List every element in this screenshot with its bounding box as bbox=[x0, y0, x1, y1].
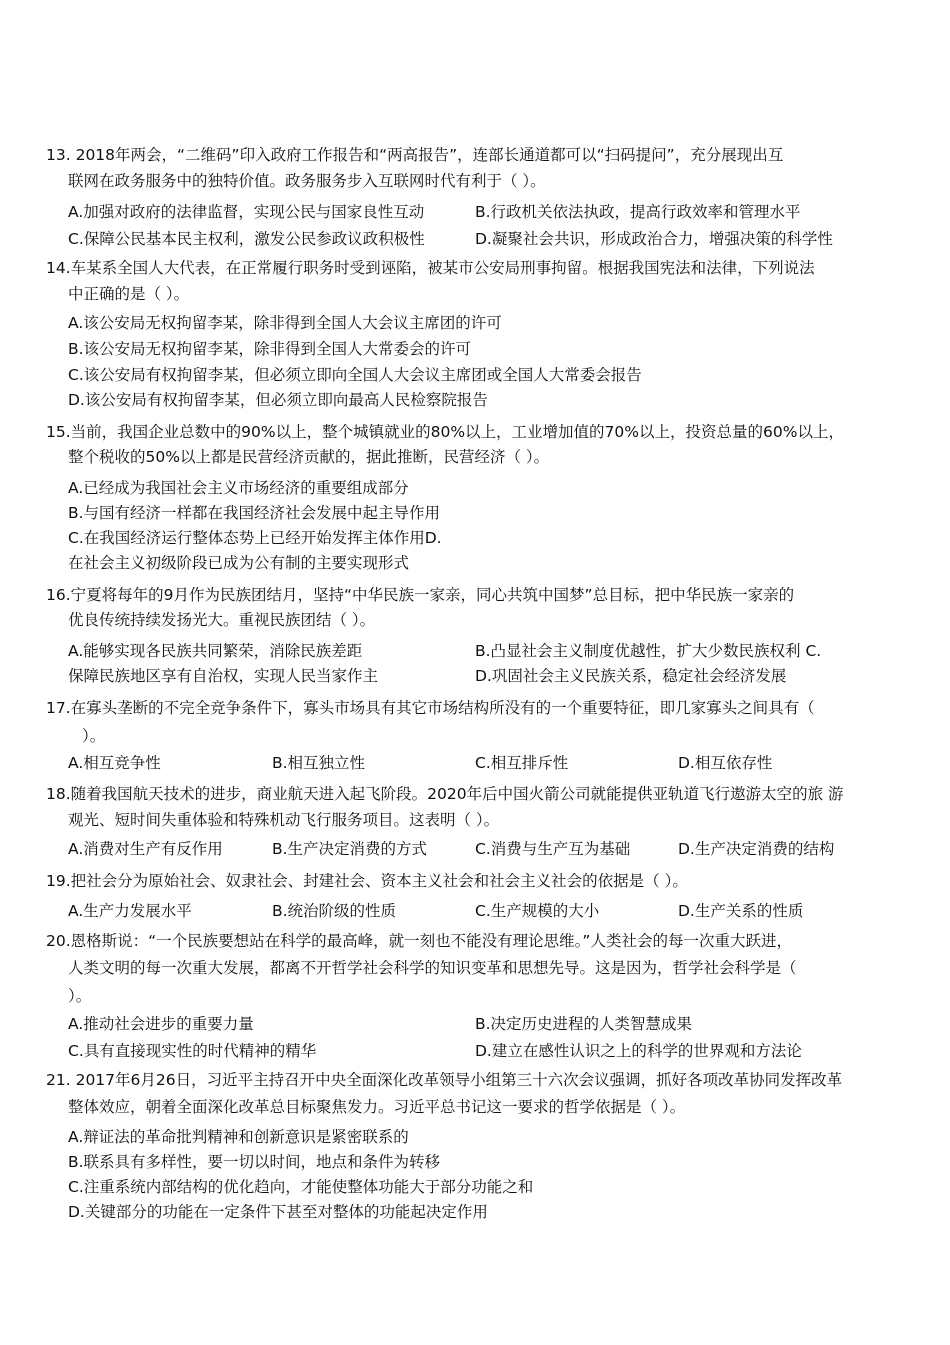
question-stem: 17.在寡头垄断的不完全竞争条件下，寡头市场具有其它市场结构所没有的一个重要特征，即几家寡头之间具有（ bbox=[46, 699, 815, 717]
option-c: C.消费与生产互为基础 bbox=[475, 840, 631, 858]
option-c: C.注重系统内部结构的优化趋向，才能使整体功能大于部分功能之和 bbox=[68, 1178, 534, 1196]
question-stem: 整个税收的50%以上都是民营经济贡献的，据此推断，民营经济（ ）。 bbox=[68, 448, 550, 466]
question-stem: 优良传统持续发扬光大。重视民族团结（ ）。 bbox=[68, 611, 376, 629]
question-stem: ）。 bbox=[68, 987, 92, 1005]
option-a: A.该公安局无权拘留李某，除非得到全国人大会议主席团的许可 bbox=[68, 314, 502, 332]
option-c: C.保障公民基本民主权利，激发公民参政议政积极性 bbox=[68, 230, 425, 248]
question-stem: 13. 2018年两会，“二维码”印入政府工作报告和“两高报告”，连部长通道都可以“扫码提问”，充分展现出互 bbox=[46, 146, 784, 164]
option-a: A.辩证法的革命批判精神和创新意识是紧密联系的 bbox=[68, 1128, 409, 1146]
option-b: B.联系具有多样性，要一切以时间，地点和条件为转移 bbox=[68, 1153, 441, 1171]
option-a: A.能够实现各民族共同繁荣，消除民族差距 bbox=[68, 642, 363, 660]
option-a: A.相互竞争性 bbox=[68, 754, 161, 772]
option-d: D.关键部分的功能在一定条件下甚至对整体的功能起决定作用 bbox=[68, 1203, 488, 1221]
option-b: B.与国有经济一样都在我国经济社会发展中起主导作用 bbox=[68, 504, 441, 522]
question-stem: 联网在政务服务中的独特价值。政务服务步入互联网时代有利于（ ）。 bbox=[68, 172, 546, 190]
option-c: C.相互排斥性 bbox=[475, 754, 569, 772]
option-c: C.在我国经济运行整体态势上已经开始发挥主体作用D. bbox=[68, 529, 442, 547]
question-stem: 14.车某系全国人大代表，在正常履行职务时受到诬陷，被某市公安局刑事拘留。根据我国宪法和法律，下列说法 bbox=[46, 259, 815, 277]
option-d: 在社会主义初级阶段已成为公有制的主要实现形式 bbox=[68, 554, 410, 572]
option-b: B.决定历史进程的人类智慧成果 bbox=[475, 1015, 693, 1033]
option-c: C.该公安局有权拘留李某，但必须立即向全国人大会议主席团或全国人大常委会报告 bbox=[68, 366, 642, 384]
option-a: A.生产力发展水平 bbox=[68, 902, 192, 920]
option-d: D.生产决定消费的结构 bbox=[678, 840, 835, 858]
option-d: D.巩固社会主义民族关系，稳定社会经济发展 bbox=[475, 667, 787, 685]
question-stem: 中正确的是（ ）。 bbox=[68, 285, 190, 303]
option-d: D.生产关系的性质 bbox=[678, 902, 804, 920]
option-b: B.相互独立性 bbox=[272, 754, 366, 772]
option-a: A.已经成为我国社会主义市场经济的重要组成部分 bbox=[68, 479, 409, 497]
question-stem: ）。 bbox=[82, 727, 106, 745]
option-a: A.加强对政府的法律监督，实现公民与国家良性互动 bbox=[68, 203, 425, 221]
question-stem: 整体效应，朝着全面深化改革总目标聚焦发力。习近平总书记这一要求的哲学依据是（ ）。 bbox=[68, 1098, 686, 1116]
question-stem: 21. 2017年6月26日，习近平主持召开中央全面深化改革领导小组第三十六次会议强调，抓好各项改革协同发挥改革 bbox=[46, 1071, 843, 1089]
question-stem: 人类文明的每一次重大发展，都离不开哲学社会科学的知识变革和思想先导。这是因为，哲学社会科学是（ bbox=[68, 959, 797, 977]
option-b: B.该公安局无权拘留李某，除非得到全国人大常委会的许可 bbox=[68, 340, 472, 358]
question-stem: 19.把社会分为原始社会、奴隶社会、封建社会、资本主义社会和社会主义社会的依据是（ ）。 bbox=[46, 872, 688, 890]
option-a: A.推动社会进步的重要力量 bbox=[68, 1015, 254, 1033]
question-stem: 20.恩格斯说：“一个民族要想站在科学的最高峰，就一刻也不能没有理论思维。”人类社会的每一次重大跃进， bbox=[46, 932, 792, 950]
option-d: D.相互依存性 bbox=[678, 754, 773, 772]
option-b: B.凸显社会主义制度优越性，扩大少数民族权利 C. bbox=[475, 642, 822, 660]
option-b: B.生产决定消费的方式 bbox=[272, 840, 428, 858]
option-d: D.该公安局有权拘留李某，但必须立即向最高人民检察院报告 bbox=[68, 391, 488, 409]
option-d: D.建立在感性认识之上的科学的世界观和方法论 bbox=[475, 1042, 802, 1060]
option-b: B.统治阶级的性质 bbox=[272, 902, 397, 920]
option-c: C.具有直接现实性的时代精神的精华 bbox=[68, 1042, 317, 1060]
option-c: 保障民族地区享有自治权，实现人民当家作主 bbox=[68, 667, 379, 685]
option-c: C.生产规模的大小 bbox=[475, 902, 600, 920]
question-stem: 16.宁夏将每年的9月作为民族团结月，坚持“中华民族一家亲，同心共筑中国梦”总目标，把中华民族一家亲的 bbox=[46, 586, 795, 604]
question-stem: 观光、短时间失重体验和特殊机动飞行服务项目。这表明（ ）。 bbox=[68, 811, 500, 829]
option-b: B.行政机关依法执政，提高行政效率和管理水平 bbox=[475, 203, 801, 221]
option-d: D.凝聚社会共识，形成政治合力，增强决策的科学性 bbox=[475, 230, 833, 248]
option-a: A.消费对生产有反作用 bbox=[68, 840, 223, 858]
question-stem: 15.当前，我国企业总数中的90%以上，整个城镇就业的80%以上，工业增加值的70%以上，投资总量的60%以上， bbox=[46, 423, 844, 441]
question-stem: 18.随着我国航天技术的进步，商业航天进入起飞阶段。2020年后中国火箭公司就能提供亚轨道飞行遨游太空的旅 游 bbox=[46, 785, 844, 803]
